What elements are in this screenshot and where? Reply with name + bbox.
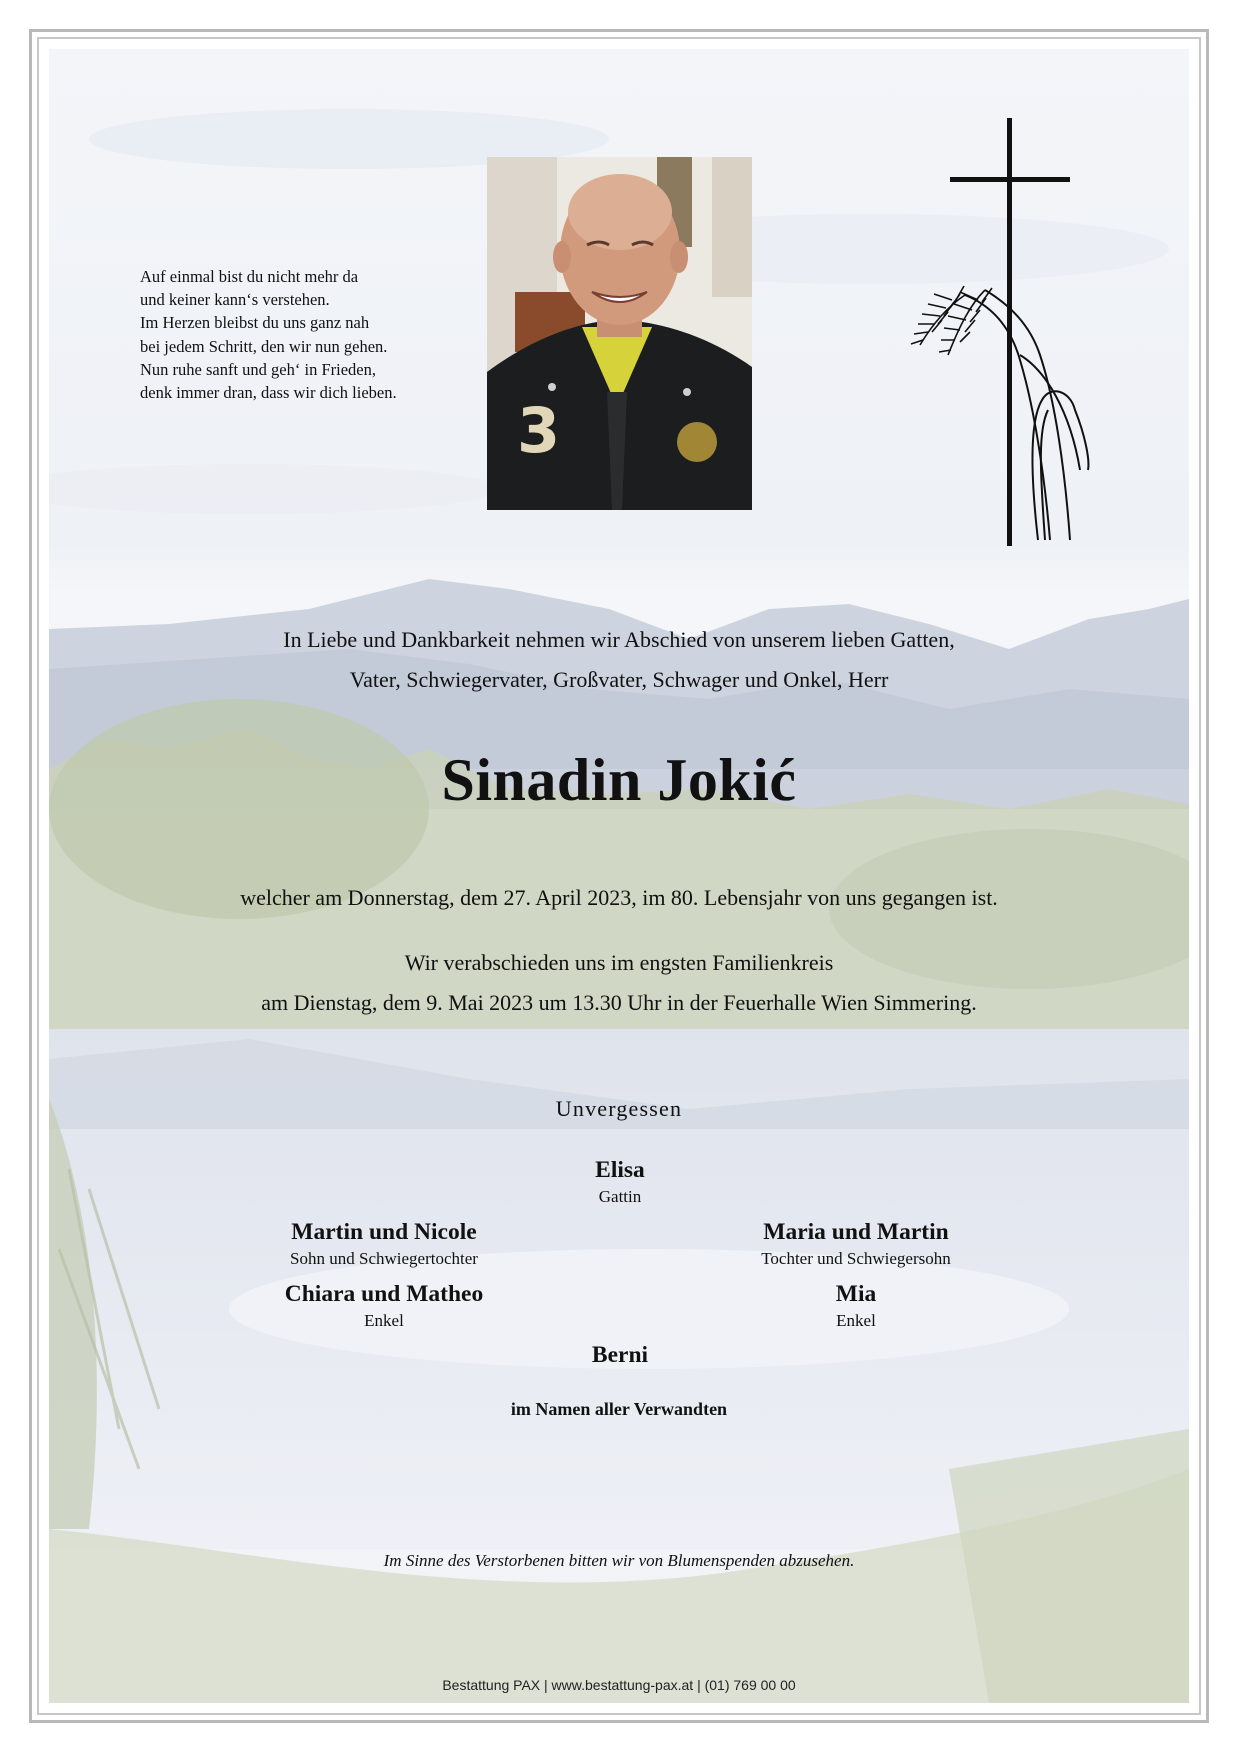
flowers-note: Im Sinne des Verstorbenen bitten wir von Blumenspenden abzusehen. [383,1551,855,1570]
mourner-role: Enkel [364,1311,404,1330]
mourner-role: Gattin [598,1187,642,1206]
mourner-role: Sohn und Schwiegertochter [290,1249,478,1268]
announcement-line: In Liebe und Dankbarkeit nehmen wir Abschied von unserem lieben Gatten, [283,627,955,652]
farewell-line: am Dienstag, dem 9. Mai 2023 um 13.30 Uhr in der Feuerhalle Wien Simmering. [261,990,977,1015]
portrait-photo [487,157,752,510]
announcement [49,620,1189,700]
jacket-number: 3 [517,394,561,467]
mourner-role: Tochter und Schwiegersohn [761,1249,951,1268]
mourner-right-2 [636,1280,1076,1333]
poem-line: Auf einmal bist du nicht mehr da [140,267,359,286]
poem-line: Im Herzen bleibst du uns ganz nah [140,313,370,333]
deceased-name: Sinadin Jokić [441,747,797,813]
mourner-role: Enkel [836,1311,876,1330]
mourner-name: Berni [591,1342,649,1368]
poem-line: denk immer dran, dass wir dich lieben. [140,383,397,403]
poem-line: Nun ruhe sanft und geh‘ in Frieden, [140,359,376,379]
poem [140,265,397,404]
farewell-details [49,943,1189,1023]
passing-notice: welcher am Donnerstag, dem 27. April 2023, im 80. Lebensjahr von uns gegangen ist. [240,885,998,910]
mourner-name: Maria und Martin [763,1219,949,1245]
relatives-note: im Namen aller Verwandten [510,1399,728,1419]
mourner-left-2 [164,1280,604,1333]
mourners-heading: Unvergessen [555,1096,683,1121]
footer-funeral-home: Bestattung PAX | www.bestattung-pax.at | (01) 769 00 00 [442,1677,796,1693]
mourner-name: Martin und Nicole [291,1219,477,1245]
mourner-name: Elisa [595,1157,645,1183]
mourner-wife [400,1156,840,1209]
cross-with-wheat-icon [870,110,1110,565]
announcement-line: Vater, Schwiegervater, Großvater, Schwager und Onkel, Herr [349,667,889,692]
mourner-name: Chiara und Matheo [284,1281,484,1307]
mourner-left-1 [164,1218,604,1271]
farewell-line: Wir verabschieden uns im engsten Familienkreis [404,950,834,975]
mourner-last [400,1341,840,1369]
mourner-name: Mia [835,1281,877,1307]
poem-line: und keiner kann‘s verstehen. [140,290,330,310]
mourner-right-1 [636,1218,1076,1271]
poem-line: bei jedem Schritt, den wir nun gehen. [140,336,388,356]
